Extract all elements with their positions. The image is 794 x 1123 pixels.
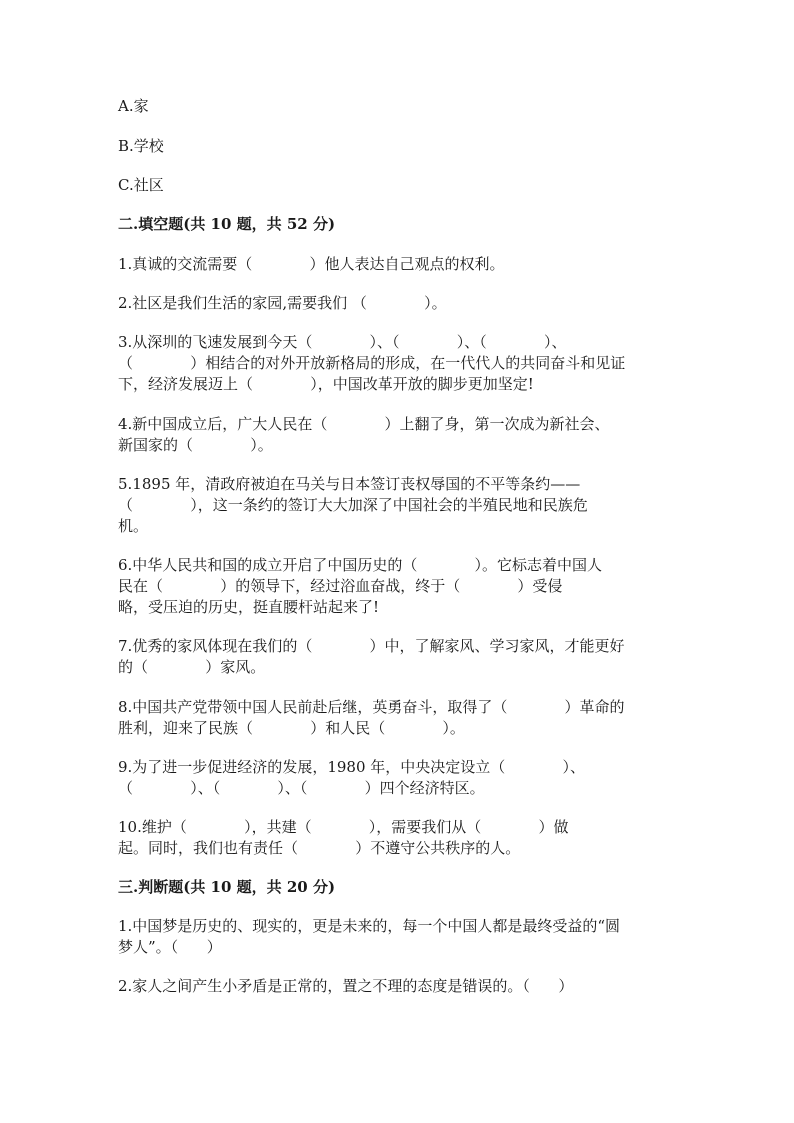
question-text: 2.家人之间产生小矛盾是正常的，置之不理的态度是错误的。（ ） <box>118 977 574 995</box>
question-text: （ ）、（ ）、（ ）四个经济特区。 <box>118 779 485 797</box>
question-text: 8.中国共产党带领中国人民前赴后继，英勇奋斗，取得了（ ）革命的 <box>118 698 625 716</box>
question-text: 10.维护（ ），共建（ ），需要我们从（ ）做 <box>118 818 569 836</box>
question-text: 1.真诚的交流需要（ ）他人表达自己观点的权利。 <box>118 255 505 273</box>
question-text: （ ），这一条约的签订大大加深了中国社会的半殖民地和民族危 <box>118 496 588 514</box>
question-text: 机。 <box>118 517 149 535</box>
section-heading-true-false: 三.判断题(共 10 题，共 20 分) <box>118 878 336 896</box>
question-text: 5.1895 年，清政府被迫在马关与日本签订丧权辱国的不平等条约—— <box>118 475 581 493</box>
question-text: 梦人”。（ ） <box>118 938 222 956</box>
option-a: A.家 <box>118 97 149 115</box>
question-text: 下，经济发展迈上（ ），中国改革开放的脚步更加坚定! <box>118 375 534 393</box>
option-c: C.社区 <box>118 176 164 194</box>
question-text: 新国家的（ ）。 <box>118 436 273 454</box>
question-text: （ ）相结合的对外开放新格局的形成，在一代代人的共同奋斗和见证 <box>118 354 626 372</box>
question-text: 4.新中国成立后，广大人民在（ ）上翻了身，第一次成为新社会、 <box>118 415 610 433</box>
question-text: 3.从深圳的飞速发展到今天（ ）、（ ）、（ ）、 <box>118 333 567 351</box>
option-b: B.学校 <box>118 137 164 155</box>
question-text: 胜利，迎来了民族（ ）和人民（ ）。 <box>118 719 465 737</box>
question-text: 起。同时，我们也有责任（ ）不遵守公共秩序的人。 <box>118 839 521 857</box>
question-text: 2.社区是我们生活的家园,需要我们 （ ）。 <box>118 294 447 312</box>
question-text: 9.为了进一步促进经济的发展，1980 年，中央决定设立（ ）、 <box>118 758 585 776</box>
question-text: 的（ ）家风。 <box>118 658 266 676</box>
section-heading-fill-in: 二.填空题(共 10 题，共 52 分) <box>118 215 336 233</box>
question-text: 1.中国梦是历史的、现实的，更是未来的，每一个中国人都是最终受益的“圆 <box>118 917 620 935</box>
question-text: 略，受压迫的历史，挺直腰杆站起来了! <box>118 598 380 616</box>
question-text: 6.中华人民共和国的成立开启了中国历史的（ ）。它标志着中国人 <box>118 556 603 574</box>
question-text: 民在（ ）的领导下，经过浴血奋战，终于（ ）受侵 <box>118 577 563 595</box>
question-text: 7.优秀的家风体现在我们的（ ）中，了解家风、学习家风，才能更好 <box>118 637 625 655</box>
